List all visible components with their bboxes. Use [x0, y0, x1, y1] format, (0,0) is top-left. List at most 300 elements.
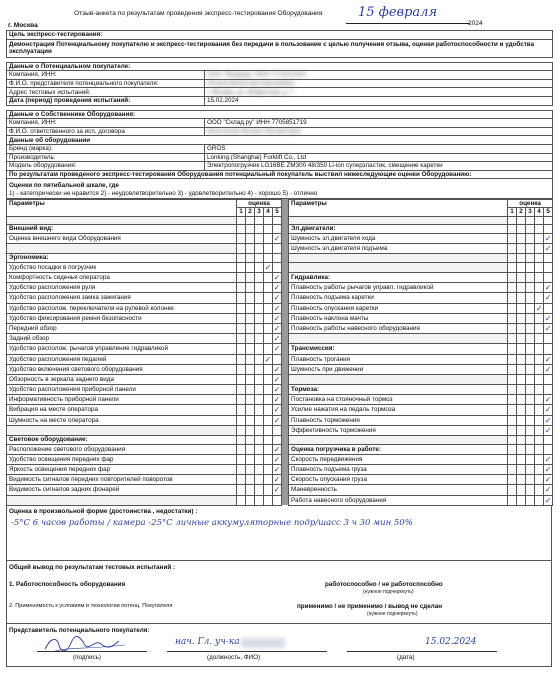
- buyer-row-label: Адрес тестовых испытаний:: [7, 88, 205, 97]
- date-handwriting: 15.02.2024: [425, 636, 477, 647]
- score-cell-left-2: [246, 254, 255, 263]
- score-cell-right-4: [535, 485, 544, 495]
- score-cell-right-2: [517, 233, 526, 243]
- column-separator: [282, 323, 289, 333]
- param-left: [7, 244, 237, 254]
- score-cell-right-3: [526, 444, 535, 454]
- score-cell-right-4: [535, 444, 544, 454]
- score-check-mark: ✓: [544, 425, 552, 435]
- score-cell-left-1: [237, 415, 246, 425]
- score-check-mark: ✓: [273, 374, 281, 384]
- conclusion-q1: 1. Работоспособность оборудования: [9, 580, 126, 588]
- score-cell-left-3: [255, 273, 264, 283]
- equipment-row-value: Lonking (Shanghai) Forklift Co., Ltd: [205, 153, 553, 162]
- score-cell-left-3: [255, 344, 264, 354]
- param-right: Эффективность торможения: [289, 425, 508, 435]
- score-cell-left-1: [237, 303, 246, 313]
- score-cell-right-4: [535, 344, 544, 354]
- score-cell-left-2: [246, 475, 255, 485]
- param-right: Скорость передвижения: [289, 454, 508, 464]
- score-cell-right-4: [535, 354, 544, 364]
- score-cell-right-2: [517, 436, 526, 445]
- score-cell-right-3: [526, 395, 535, 405]
- score-num-left-2: 2: [246, 208, 255, 217]
- param-left: Передний обзор: [7, 323, 237, 333]
- score-cell-left-4: [264, 415, 273, 425]
- score-cell-left-1: [237, 444, 246, 454]
- conclusion-q2: 2. Применимость к условиям и технологии потенц. Покупателя: [9, 602, 173, 609]
- score-cell-left-1: [237, 425, 246, 435]
- score-cell-left-4: [264, 495, 273, 505]
- score-cell-right-1: [508, 303, 517, 313]
- score-cell-left-2: [246, 293, 255, 303]
- score-cell-left-1: [237, 385, 246, 395]
- params-header-left: Параметры: [7, 199, 237, 216]
- score-cell-right-2: [517, 425, 526, 435]
- score-cell-right-3: [526, 374, 535, 384]
- owner-row-value: ООО "Склад.ру" ИНН 7705851719: [205, 119, 553, 128]
- score-cell-left-4: [264, 374, 273, 384]
- score-row: [7, 465, 553, 475]
- score-cell-right-2: [517, 405, 526, 415]
- score-cell-left-1: [237, 344, 246, 354]
- score-cell-right-1: [508, 425, 517, 435]
- column-separator: [282, 405, 289, 415]
- column-separator: [282, 262, 289, 272]
- column-separator: [282, 385, 289, 395]
- score-row: [7, 313, 553, 323]
- position-caption: (должность, ФИО): [207, 653, 261, 661]
- score-cell-left-2: [246, 436, 255, 445]
- score-cell-left-4: [264, 385, 273, 395]
- score-cell-left-1: [237, 485, 246, 495]
- score-cell-left-4: [264, 225, 273, 234]
- score-cell-left-1: [237, 405, 246, 415]
- score-cell-right-2: [517, 344, 526, 354]
- score-cell-left-4: [264, 444, 273, 454]
- param-right: Плавность торможения: [289, 415, 508, 425]
- score-cell-right-1: [508, 273, 517, 283]
- score-cell-right-1: [508, 244, 517, 254]
- score-cell-right-4: [535, 233, 544, 243]
- column-separator: [282, 354, 289, 364]
- score-cell-right-4: [535, 364, 544, 374]
- score-cell-right-1: [508, 225, 517, 234]
- signature-label: Представитель потенциального покупателя:: [9, 626, 150, 634]
- score-cell-right-3: [526, 283, 535, 293]
- position-handwriting: нач. Гл. уч-ка: [175, 636, 240, 647]
- score-cell-left-4: [264, 303, 273, 313]
- scale-text: 1) - категорически не нравится 2) - неудовлетворительно 3) - удовлетворительно 4) - хорошо 5) - отлично: [7, 190, 553, 198]
- score-cell-left-5: [273, 262, 282, 272]
- column-separator: [282, 454, 289, 464]
- score-cell-right-1: [508, 313, 517, 323]
- score-cell-left-4: [264, 475, 273, 485]
- score-cell-right-4: [535, 385, 544, 395]
- column-separator: [282, 313, 289, 323]
- score-row: [7, 334, 553, 344]
- score-cell-left-3: [255, 385, 264, 395]
- score-cell-left-2: [246, 454, 255, 464]
- score-cell-left-3: [255, 283, 264, 293]
- param-right: Плавность работы рычагов управл. гидравликой: [289, 283, 508, 293]
- score-check-mark: ✓: [544, 465, 552, 474]
- score-cell-right-4: [535, 475, 544, 485]
- score-check-mark: ✓: [544, 475, 552, 485]
- score-check-mark: ✓: [273, 454, 281, 464]
- score-cell-right-1: [508, 354, 517, 364]
- date-caption: (дата): [397, 653, 415, 661]
- score-cell-right-2: [517, 485, 526, 495]
- score-cell-left-2: [246, 495, 255, 505]
- score-cell-left-3: [255, 334, 264, 344]
- param-right: Плавность наклона мачты: [289, 313, 508, 323]
- score-cell-left-1: [237, 465, 246, 475]
- score-cell-right-5: [544, 303, 553, 313]
- score-cell-right-1: [508, 385, 517, 395]
- score-num-left-4: 4: [264, 208, 273, 217]
- score-cell-right-2: [517, 374, 526, 384]
- param-right: Плавность работы навесного оборудования: [289, 323, 508, 333]
- score-cell-left-3: [255, 313, 264, 323]
- score-cell-right-4: [535, 495, 544, 505]
- param-left: Комфортность сиденья оператора: [7, 273, 237, 283]
- score-cell-left-4: [264, 283, 273, 293]
- score-cell-right-4: [535, 334, 544, 344]
- score-check-mark: ✓: [544, 454, 552, 464]
- param-right: [289, 334, 508, 344]
- score-check-mark: ✓: [264, 262, 272, 272]
- score-check-mark: ✓: [273, 293, 281, 303]
- score-cell-left-3: [255, 405, 264, 415]
- score-cell-left-3: [255, 262, 264, 272]
- score-cell-right-2: [517, 323, 526, 333]
- score-cell-right-4: [535, 262, 544, 272]
- equipment-heading: Данные об оборудовании: [7, 136, 553, 145]
- param-right: Тормоза:: [289, 385, 508, 395]
- score-cell-right-5: [544, 273, 553, 283]
- param-right: Плавность трогания: [289, 354, 508, 364]
- score-check-mark: ✓: [544, 495, 552, 505]
- score-row: [7, 385, 553, 395]
- score-cell-right-4: [535, 313, 544, 323]
- score-cell-right-2: [517, 354, 526, 364]
- score-cell-left-4: [264, 344, 273, 354]
- param-left: Обзорность в зеркала заднего вида: [7, 374, 237, 384]
- score-cell-right-4: [535, 273, 544, 283]
- city-label: г. Москва: [8, 22, 38, 29]
- score-cell-right-1: [508, 216, 517, 225]
- score-row: [7, 374, 553, 384]
- score-check-mark: ✓: [535, 303, 543, 313]
- score-cell-left-3: [255, 254, 264, 263]
- score-check-mark: ✓: [544, 354, 552, 364]
- score-cell-right-2: [517, 364, 526, 374]
- results-intro: По результатам проведеного экспресс-тестирования Оборудования потенциальный покупатель выствил нижеследующие оценки Оборудованию:: [7, 170, 553, 179]
- score-cell-right-2: [517, 495, 526, 505]
- score-row: [7, 225, 553, 234]
- score-cell-right-1: [508, 364, 517, 374]
- score-row: [7, 475, 553, 485]
- signature-section: [6, 624, 552, 667]
- score-cell-right-3: [526, 323, 535, 333]
- score-cell-left-3: [255, 436, 264, 445]
- score-check-mark: ✓: [273, 303, 281, 313]
- score-check-mark: ✓: [273, 385, 281, 395]
- column-separator: [282, 364, 289, 374]
- buyer-row-label: Ф.И.О. представителя потенциального покупателя:: [7, 79, 205, 88]
- param-left: Шумность на месте оператора: [7, 415, 237, 425]
- score-cell-right-4: [535, 395, 544, 405]
- score-cell-left-1: [237, 436, 246, 445]
- score-cell-left-4: [264, 323, 273, 333]
- param-right: [289, 254, 508, 263]
- score-cell-right-4: [535, 216, 544, 225]
- score-check-mark: ✓: [273, 364, 281, 374]
- score-cell-right-3: [526, 354, 535, 364]
- score-row: [7, 244, 553, 254]
- score-cell-left-3: [255, 303, 264, 313]
- score-cell-left-2: [246, 354, 255, 364]
- score-check-mark: ✓: [264, 354, 272, 364]
- owner-heading: Данные о Собственнике Оборудования:: [7, 110, 553, 119]
- score-check-mark: ✓: [544, 233, 552, 243]
- score-cell-right-4: [535, 436, 544, 445]
- column-separator: [282, 199, 289, 216]
- column-separator: [282, 395, 289, 405]
- score-cell-left-5: [273, 425, 282, 435]
- equipment-row-value: Электропогрузчик LG16BE ZM300 48/350 Li-ion суперзластик, смещение каретки: [205, 162, 553, 171]
- score-check-mark: ✓: [273, 395, 281, 405]
- owner-row-value: Мельников Михаил Михайлович: [205, 127, 553, 136]
- score-cell-right-4: [535, 374, 544, 384]
- param-left: Информативность приборной панели: [7, 395, 237, 405]
- score-row: [7, 354, 553, 364]
- score-cell-left-4: [264, 465, 273, 475]
- score-cell-left-1: [237, 216, 246, 225]
- score-check-mark: ✓: [273, 485, 281, 495]
- score-header-left: оценка: [237, 199, 282, 208]
- param-right: Постановка на стояночный тормоз: [289, 395, 508, 405]
- score-cell-left-4: [264, 254, 273, 263]
- score-cell-right-3: [526, 334, 535, 344]
- score-cell-left-3: [255, 465, 264, 475]
- score-check-mark: ✓: [544, 323, 552, 333]
- param-left: Удобство расположения замка зажигания: [7, 293, 237, 303]
- buyer-row-label: Компания, ИНН:: [7, 71, 205, 80]
- param-left: Удобство расположения педалей: [7, 354, 237, 364]
- column-separator: [282, 374, 289, 384]
- score-cell-left-1: [237, 495, 246, 505]
- scores-table: [6, 199, 553, 506]
- param-right: Оценка погрузчика в работе:: [289, 444, 508, 454]
- score-check-mark: ✓: [544, 364, 552, 374]
- score-cell-left-2: [246, 364, 255, 374]
- score-cell-left-1: [237, 262, 246, 272]
- score-row: [7, 303, 553, 313]
- equipment-row-value: GROS: [205, 144, 553, 153]
- score-cell-left-2: [246, 374, 255, 384]
- score-cell-right-1: [508, 495, 517, 505]
- score-cell-right-3: [526, 303, 535, 313]
- score-cell-right-2: [517, 475, 526, 485]
- param-left: Удобство располож. рычагов управление гидравликой: [7, 344, 237, 354]
- score-cell-left-4: [264, 334, 273, 344]
- score-cell-right-5: [544, 334, 553, 344]
- score-cell-left-2: [246, 415, 255, 425]
- column-separator: [282, 334, 289, 344]
- score-check-mark: ✓: [544, 395, 552, 405]
- param-right: Плавность подъема груза: [289, 465, 508, 475]
- score-cell-right-5: [544, 262, 553, 272]
- column-separator: [282, 344, 289, 354]
- score-cell-right-3: [526, 254, 535, 263]
- column-separator: [282, 303, 289, 313]
- column-separator: [282, 233, 289, 243]
- year-label: 2024: [468, 20, 483, 27]
- info-table: [6, 30, 553, 199]
- score-num-right-3: 3: [526, 208, 535, 217]
- score-cell-right-2: [517, 444, 526, 454]
- score-row: [7, 415, 553, 425]
- score-cell-right-3: [526, 313, 535, 323]
- param-left: Удобство включения светового оборудования: [7, 364, 237, 374]
- column-separator: [282, 436, 289, 445]
- score-cell-right-3: [526, 425, 535, 435]
- score-cell-right-4: [535, 405, 544, 415]
- score-cell-right-4: [535, 225, 544, 234]
- score-cell-right-4: [535, 465, 544, 475]
- score-num-right-4: 4: [535, 208, 544, 217]
- score-cell-left-5: [273, 244, 282, 254]
- param-left: Удобство расположения приборной панели: [7, 385, 237, 395]
- param-right: Шумность эл.двигателя хода: [289, 233, 508, 243]
- conclusion-hint1: (нужное подчеркнуть): [363, 588, 414, 595]
- param-right: [289, 436, 508, 445]
- score-cell-right-3: [526, 225, 535, 234]
- param-left: Эргономика:: [7, 254, 237, 263]
- buyer-heading: Данные о Потенциальном покупателе:: [7, 62, 553, 71]
- questionnaire-page: [6, 6, 552, 667]
- buyer-row-label: Дата (период) проведения испытаний:: [7, 96, 205, 105]
- param-right: [289, 262, 508, 272]
- score-cell-left-3: [255, 354, 264, 364]
- date-underline: [346, 23, 470, 24]
- column-separator: [282, 216, 289, 225]
- param-left: Удобство фиксирования ремня безопасности: [7, 313, 237, 323]
- score-cell-right-1: [508, 444, 517, 454]
- score-check-mark: ✓: [544, 283, 552, 293]
- score-row: [7, 495, 553, 505]
- score-cell-left-2: [246, 425, 255, 435]
- column-separator: [282, 293, 289, 303]
- score-cell-left-2: [246, 334, 255, 344]
- score-cell-left-2: [246, 303, 255, 313]
- score-cell-right-2: [517, 334, 526, 344]
- score-cell-left-1: [237, 273, 246, 283]
- score-cell-right-2: [517, 216, 526, 225]
- score-cell-left-4: [264, 364, 273, 374]
- score-row: [7, 444, 553, 454]
- column-separator: [282, 444, 289, 454]
- score-cell-right-2: [517, 454, 526, 464]
- score-num-right-1: 1: [508, 208, 517, 217]
- score-check-mark: ✓: [544, 485, 552, 495]
- score-cell-right-4: [535, 425, 544, 435]
- score-cell-right-3: [526, 364, 535, 374]
- score-cell-left-2: [246, 313, 255, 323]
- param-right: Плавность опускания каретки: [289, 303, 508, 313]
- score-cell-right-2: [517, 465, 526, 475]
- score-cell-left-4: [264, 436, 273, 445]
- param-right: [289, 216, 508, 225]
- column-separator: [282, 465, 289, 475]
- buyer-row-value: г. Москва, ул. Фабричная, д. 7: [205, 88, 553, 97]
- column-separator: [282, 283, 289, 293]
- score-cell-right-4: [535, 283, 544, 293]
- score-cell-right-5: [544, 344, 553, 354]
- score-row: [7, 293, 553, 303]
- score-cell-right-2: [517, 262, 526, 272]
- score-cell-left-2: [246, 323, 255, 333]
- score-cell-right-1: [508, 405, 517, 415]
- score-cell-right-1: [508, 395, 517, 405]
- score-cell-left-4: [264, 233, 273, 243]
- score-cell-left-1: [237, 313, 246, 323]
- column-separator: [282, 225, 289, 234]
- conclusion-label: Общий вывод по результатам тестовых испытаний :: [9, 563, 176, 571]
- score-cell-right-3: [526, 405, 535, 415]
- score-cell-left-1: [237, 374, 246, 384]
- score-cell-right-2: [517, 254, 526, 263]
- score-cell-left-3: [255, 395, 264, 405]
- score-cell-left-2: [246, 262, 255, 272]
- score-row: [7, 262, 553, 272]
- score-cell-right-4: [535, 244, 544, 254]
- column-separator: [282, 425, 289, 435]
- score-cell-left-2: [246, 485, 255, 495]
- score-cell-right-2: [517, 293, 526, 303]
- score-cell-left-2: [246, 344, 255, 354]
- param-right: Шумность при движении: [289, 364, 508, 374]
- score-cell-right-1: [508, 262, 517, 272]
- score-cell-right-3: [526, 273, 535, 283]
- score-cell-left-1: [237, 364, 246, 374]
- score-cell-right-1: [508, 374, 517, 384]
- score-check-mark: ✓: [273, 283, 281, 293]
- score-cell-right-4: [535, 254, 544, 263]
- equipment-row-label: Бренд (марка):: [7, 144, 205, 153]
- score-cell-left-1: [237, 244, 246, 254]
- score-cell-left-3: [255, 475, 264, 485]
- score-cell-left-3: [255, 364, 264, 374]
- score-cell-left-3: [255, 374, 264, 384]
- conclusion-a2: применимо / не применимо / вывод не сделан: [297, 602, 443, 610]
- score-cell-left-5: [273, 495, 282, 505]
- param-right: Скорость опускания груза: [289, 475, 508, 485]
- score-cell-left-5: [273, 436, 282, 445]
- score-cell-right-2: [517, 395, 526, 405]
- score-cell-right-2: [517, 283, 526, 293]
- param-left: Видимость сигналов передних повторителей поворотов: [7, 475, 237, 485]
- free-form-handwriting: -5°С 6 часов работы / камера -25°С личные аккумуляторные подр/шасс 3 ч 30 мин 50%: [11, 517, 413, 528]
- score-cell-left-4: [264, 313, 273, 323]
- score-cell-right-3: [526, 415, 535, 425]
- score-cell-right-3: [526, 244, 535, 254]
- score-cell-right-5: [544, 444, 553, 454]
- score-cell-left-2: [246, 405, 255, 415]
- equipment-row-label: Производитель:: [7, 153, 205, 162]
